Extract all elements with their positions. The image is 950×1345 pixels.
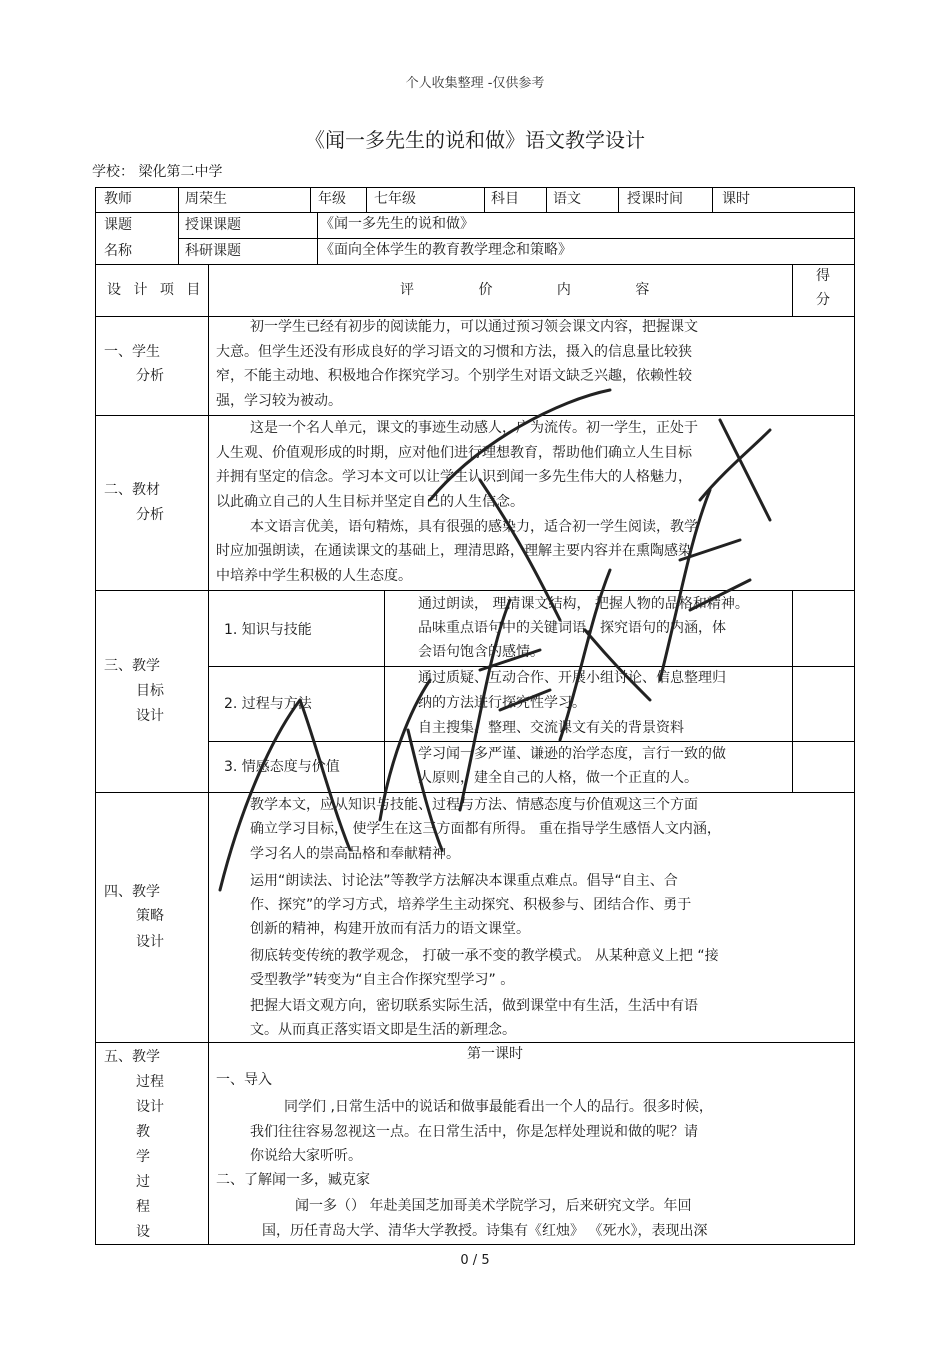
goal-line: 纳的方法进行探究性学习。 [418,695,586,711]
section1-line: 强，学习较为被动。 [216,393,342,409]
section4-line: 彻底转变传统的教学观念， 打破一承不变的教学模式。 从某种意义上把 “接 [250,948,719,964]
section2-line: 以此确立自己的人生目标并坚定自己的人生信念。 [216,494,524,510]
table-border [317,212,318,264]
section1-label-1: 一、学生 [104,344,160,360]
section2-line: 这是一个名人单元，课文的事迹生动感人，广为流传。初一学生，正处于 [250,420,698,436]
research-topic-value: 《面向全体学生的教育教学理念和策略》 [320,242,572,258]
section5-label: 设 [136,1224,150,1240]
table-border [95,590,855,591]
section5-label: 设计 [136,1099,164,1115]
section1-line: 窄，不能主动地、积极地合作探究学习。个别学生对语文缺乏兴趣，依赖性较 [216,368,692,384]
score-header-2: 分 [816,292,830,308]
section5-label: 学 [136,1149,150,1165]
section4-label-3: 设计 [136,934,164,950]
table-border [208,666,855,667]
table-border [95,1042,855,1043]
goal-line: 人原则，建全自己的人格，做一个正直的人。 [418,770,698,786]
section4-line: 受型教学”转变为“自主合作探究型学习” 。 [250,972,515,988]
section5-line: 国，历任青岛大学、清华大学教授。诗集有《红烛》 《死水》，表现出深 [262,1223,708,1239]
goal-knowledge-skills: 1. 知识与技能 [224,622,312,638]
section2-line: 本文语言优美，语句精炼，具有很强的感染力，适合初一学生阅读，教学 [250,519,698,535]
goal-line: 自主搜集、整理、交流课文有关的背景资料 [418,720,684,736]
teacher-value: 周荣生 [185,191,227,207]
section1-line: 初一学生已经有初步的阅读能力，可以通过预习领会课文内容，把握课文 [250,319,698,335]
goal-line: 通过朗读， 理清课文结构， 把握人物的品格和精神。 [418,596,749,612]
section3-label-2: 目标 [136,683,164,699]
teacher-label: 教师 [104,191,132,207]
table-border [208,264,209,1244]
table-border [854,187,855,1244]
table-border [178,187,179,264]
teach-topic-label: 授课课题 [185,217,241,233]
design-project-header: 设 计 项 目 [107,282,205,298]
evaluation-content-header: 评 价 内 容 [400,282,680,298]
subject-value: 语文 [553,191,581,207]
goal-line: 品味重点语句中的关键词语，探究语句的内涵，体 [418,620,726,636]
section4-label-2: 策略 [136,908,164,924]
section4-line: 教学本文，应从知识与技能、过程与方法、情感态度与价值观这三个方面 [250,797,698,813]
table-border [712,187,713,212]
table-border [792,590,793,792]
goal-line: 学习闻一多严谨、谦逊的治学态度，言行一致的做 [418,746,726,762]
section5-line: 二、了解闻一多，臧克家 [216,1172,370,1188]
section5-label: 五、教学 [104,1049,160,1065]
table-border [178,238,855,239]
class-time-label: 授课时间 [627,191,683,207]
section5-line: 一、导入 [216,1072,272,1088]
goal-line: 会语句饱含的感情。 [418,644,544,660]
table-border [484,187,485,212]
section5-label: 程 [136,1199,150,1215]
section4-line: 作、探究”的学习方式，培养学生主动探究、积极参与、团结合作、勇于 [250,897,692,913]
table-border [95,1244,855,1245]
section2-line: 中培养中学生积极的人生态度。 [216,568,412,584]
section4-line: 把握大语文观方向，密切联系实际生活，做到课堂中有生活，生活中有语 [250,998,698,1014]
section5-label: 过程 [136,1074,164,1090]
table-border [95,415,855,416]
header-note: 个人收集整理 -仅供参考 [405,76,545,91]
table-border [384,590,385,792]
section2-label-2: 分析 [136,507,164,523]
section3-label-3: 设计 [136,708,164,724]
section5-line: 同学们 ,日常生活中的说话和做事最能看出一个人的品行。很多时候， [284,1099,713,1115]
section5-label: 过 [136,1174,150,1190]
school-line: 学校： 梁化第二中学 [92,164,223,180]
table-border [95,792,855,793]
section5-label: 教 [136,1124,150,1140]
section4-label-1: 四、教学 [104,884,160,900]
grade-value: 七年级 [374,191,416,207]
goal-process-methods: 2. 过程与方法 [224,696,312,712]
topic-label-2: 名称 [104,243,132,259]
section2-line: 时应加强朗读，在通读课文的基础上，理清思路，理解主要内容并在熏陶感染 [216,543,692,559]
table-border [95,187,96,1244]
section5-line: 你说给大家听听。 [250,1148,362,1164]
teach-topic-value: 《闻一多先生的说和做》 [320,216,474,232]
section2-line: 并拥有坚定的信念。学习本文可以让学生认识到闻一多先生伟大的人格魅力， [216,469,692,485]
document-title: 《闻一多先生的说和做》语文教学设计 [305,128,645,152]
table-border [546,187,547,212]
section4-line: 运用“朗读法、讨论法”等教学方法解决本课重点难点。倡导“自主、合 [250,873,678,889]
topic-label-1: 课题 [104,217,132,233]
table-border [618,187,619,212]
subject-label: 科目 [491,191,519,207]
section2-label-1: 二、教材 [104,482,160,498]
goal-line: 通过质疑、互动合作、开展小组讨论、信息整理归 [418,670,726,686]
table-border [792,264,793,316]
grade-label: 年级 [318,191,346,207]
section4-line: 学习名人的崇高品格和奉献精神。 [250,846,460,862]
table-border [95,187,855,188]
section2-line: 人生观、价值观形成的时期，应对他们进行理想教育，帮助他们确立人生目标 [216,445,692,461]
table-border [208,741,855,742]
section4-line: 确立学习目标， 使学生在这三方面都有所得。 重在指导学生感悟人文内涵， [250,821,721,837]
class-hours-label: 课时 [722,191,750,207]
table-border [310,187,311,212]
research-topic-label: 科研课题 [185,243,241,259]
section1-label-2: 分析 [136,368,164,384]
table-border [366,187,367,212]
section5-line: 我们往往容易忽视这一点。在日常生活中，你是怎样处理说和做的呢？请 [250,1124,698,1140]
section5-line: 闻一多（） 年赴美国芝加哥美术学院学习，后来研究文学。年回 [295,1198,692,1214]
first-period-heading: 第一课时 [467,1046,523,1062]
section4-line: 文。从而真正落实语文即是生活的新理念。 [250,1022,516,1038]
score-header-1: 得 [816,268,830,284]
section1-line: 大意。但学生还没有形成良好的学习语文的习惯和方法，摄入的信息量比较狭 [216,344,692,360]
section4-line: 创新的精神，构建开放而有活力的语文课堂。 [250,921,530,937]
page-number: 0 / 5 [460,1253,490,1268]
section3-label-1: 三、教学 [104,658,160,674]
table-border [95,212,855,213]
table-border [95,264,855,265]
goal-emotion-values: 3. 情感态度与价值 [224,759,340,775]
